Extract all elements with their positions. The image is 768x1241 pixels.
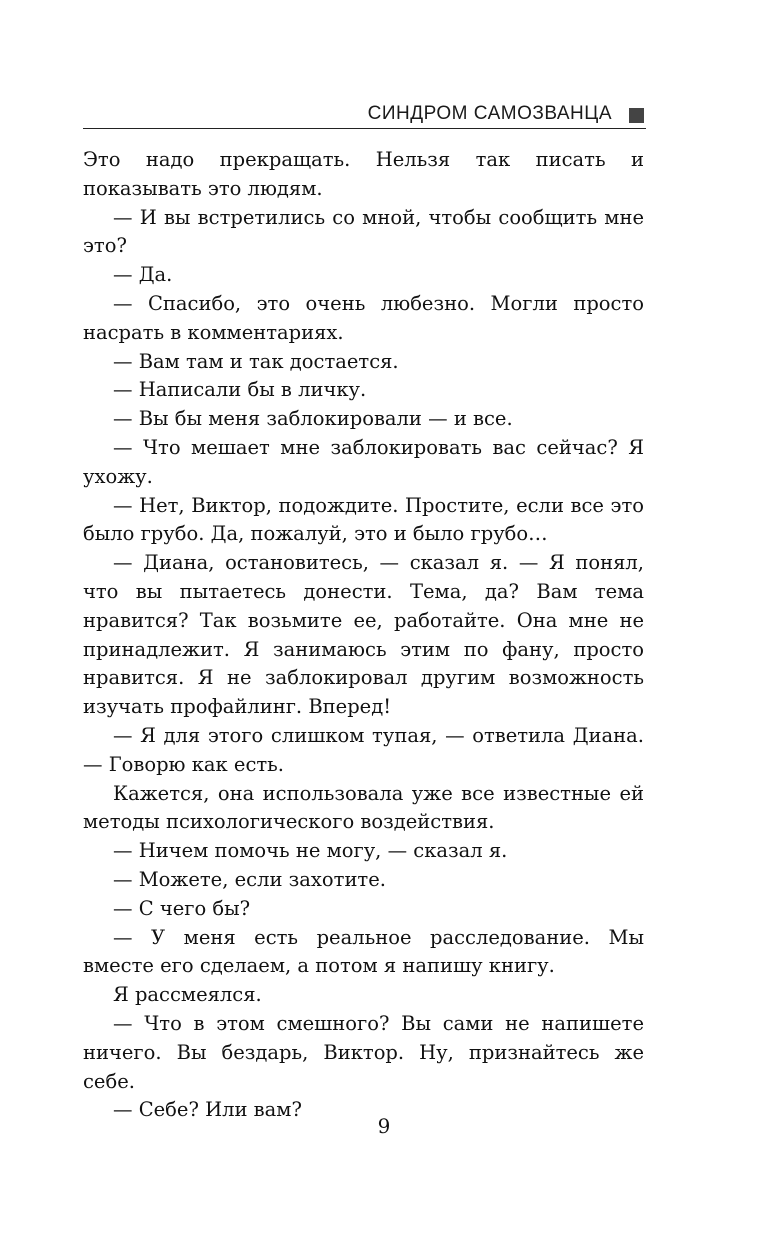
paragraph: — Ничем помочь не могу, — сказал я.: [113, 839, 508, 863]
paragraph: — Нет, Виктор, подождите. Простите, если все это было грубо. Да, пожалуй, это и было грубо…: [83, 493, 644, 546]
square-icon: [629, 108, 644, 123]
paragraph: — Что в этом смешного? Вы сами не напишете ничего. Вы бездарь, Виктор. Ну, признайтесь же себе.: [83, 1011, 644, 1093]
running-header: [83, 100, 646, 129]
paragraph: — Спасибо, это очень любезно. Могли просто насрать в комментариях.: [83, 291, 644, 344]
paragraph: — Можете, если захотите.: [113, 867, 386, 891]
paragraph: — Я для этого слишком тупая, — ответила Диана. — Говорю как есть.: [83, 723, 644, 776]
paragraph: Это надо прекращать. Нельзя так писать и показывать это людям.: [83, 148, 644, 200]
paragraph: — И вы встретились со мной, чтобы сообщить мне это?: [83, 205, 644, 258]
paragraph: — Что мешает мне заблокировать вас сейчас? Я ухожу.: [83, 435, 644, 488]
paragraph: — Вам там и так достается.: [113, 349, 399, 373]
paragraph: — С чего бы?: [113, 896, 251, 920]
paragraph: Кажется, она использовала уже все известные ей методы психологического воздействия.: [83, 781, 644, 834]
paragraph: Я рассмеялся.: [113, 983, 262, 1007]
paragraph: — Себе? Или вам?: [113, 1098, 302, 1122]
paragraph: — Да.: [113, 263, 173, 287]
body-text: [83, 146, 644, 1125]
running-title: СИНДРОМ САМОЗВАНЦА: [367, 103, 612, 124]
paragraph: — Написали бы в личку.: [113, 378, 367, 402]
paragraph: — Вы бы меня заблокировали — и все.: [113, 407, 513, 431]
page-number: 9: [377, 1114, 391, 1138]
paragraph: — У меня есть реальное расследование. Мы вместе его сделаем, а потом я напишу книгу.: [83, 925, 644, 978]
paragraph: — Диана, остановитесь, — сказал я. — Я понял, что вы пытаетесь донести. Тема, да? Вам тема нравится? Так возьмите ее, работайте. Она мне не принадлежит. Я занимаюсь этим по фану, просто нравится. Я не заблокировал другим возможность изучать профайлинг. Вперед!: [83, 551, 644, 719]
